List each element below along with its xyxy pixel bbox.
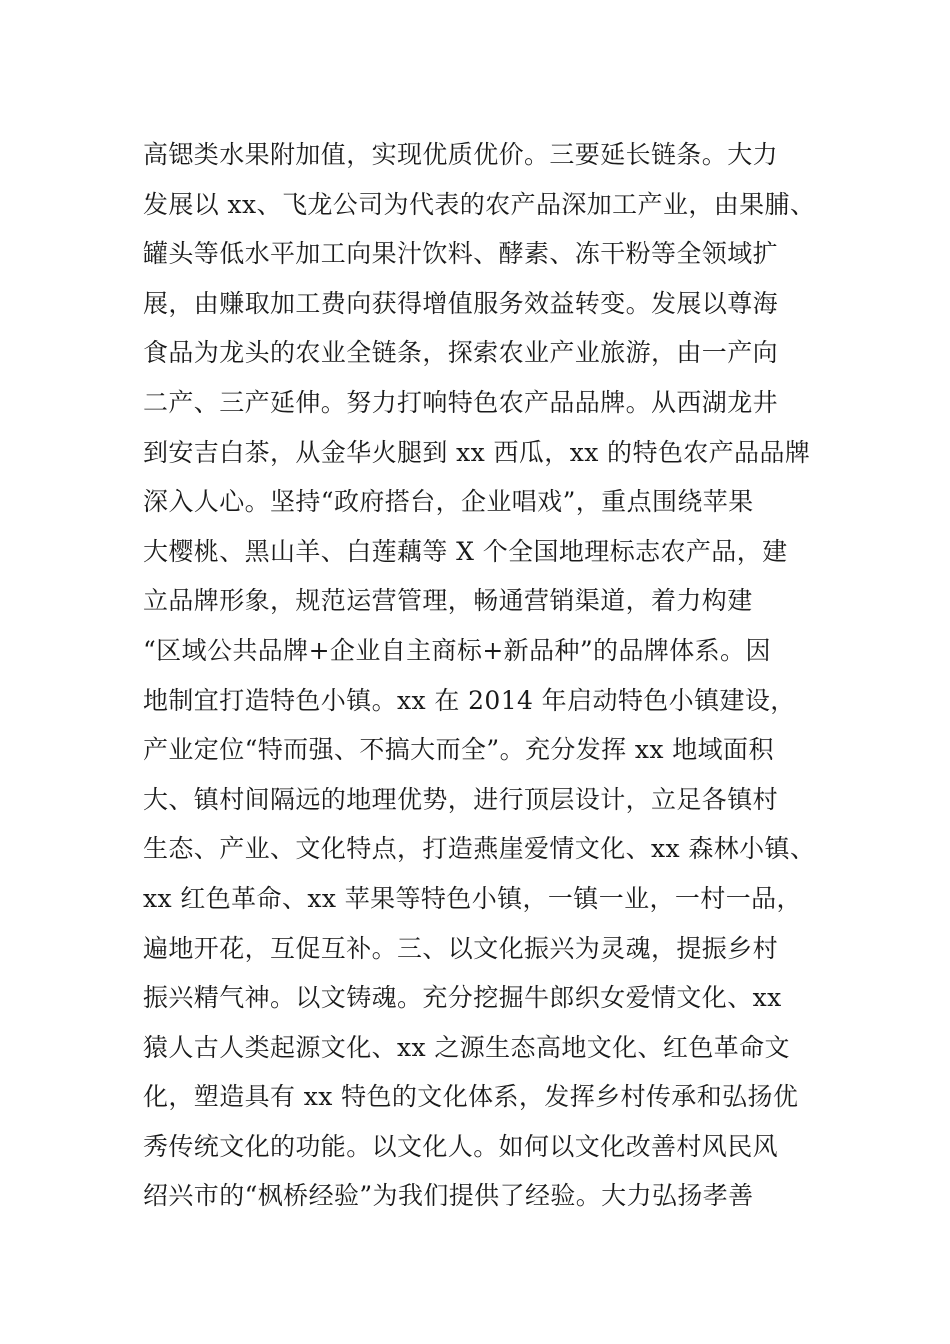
text-line: 大樱桃、黑山羊、白莲藕等 X 个全国地理标志农产品，建 [143, 536, 788, 566]
text-line: 罐头等低水平加工向果汁饮料、酵素、冻干粉等全领域扩 [143, 239, 779, 269]
text-line: 深入人心。坚持“政府搭台，企业唱戏”，重点围绕苹果 [143, 487, 754, 517]
text-line: 发展以 xx、飞龙公司为代表的农产品深加工产业，由果脯、 [143, 189, 816, 219]
text-line: 生态、产业、文化特点，打造燕崖爱情文化、xx 森林小镇、 [143, 834, 816, 864]
text-line: 立品牌形象，规范运营管理，畅通营销渠道，着力构建 [143, 586, 753, 616]
text-line: 秀传统文化的功能。以文化人。如何以文化改善村风民风 [143, 1131, 779, 1161]
text-line: 食品为龙头的农业全链条，探索农业产业旅游，由一产向 [143, 338, 779, 368]
text-line: 大、镇村间隔远的地理优势，进行顶层设计，立足各镇村 [143, 784, 779, 814]
text-line: “区域公共品牌+企业自主商标+新品种”的品牌体系。因 [143, 635, 771, 665]
text-line: 绍兴市的“枫桥经验”为我们提供了经验。大力弘扬孝善 [143, 1181, 754, 1211]
text-line: 振兴精气神。以文铸魂。充分挖掘牛郎织女爱情文化、xx [143, 983, 782, 1013]
text-line: 遍地开花，互促互补。三、以文化振兴为灵魂，提振乡村 [143, 933, 779, 963]
text-line: 产业定位“特而强、不搞大而全”。充分发挥 xx 地域面积 [143, 735, 774, 765]
text-line: 地制宜打造特色小镇。xx 在 2014 年启动特色小镇建设， [143, 685, 796, 715]
body-text [143, 130, 843, 1221]
text-line: 二产、三产延伸。努力打响特色农产品品牌。从西湖龙井 [143, 387, 779, 417]
text-line: 高锶类水果附加值，实现优质优价。三要延长链条。大力 [143, 140, 779, 169]
text-line: 化，塑造具有 xx 特色的文化体系，发挥乡村传承和弘扬优 [143, 1082, 799, 1112]
text-line: 猿人古人类起源文化、xx 之源生态高地文化、红色革命文 [143, 1032, 790, 1062]
text-line: 到安吉白茶，从金华火腿到 xx 西瓜，xx 的特色农产品品牌 [143, 437, 811, 467]
text-line: 展，由赚取加工费向获得增值服务效益转变。发展以尊海 [143, 288, 779, 318]
text-line: xx 红色革命、xx 苹果等特色小镇，一镇一业，一村一品， [143, 883, 802, 913]
